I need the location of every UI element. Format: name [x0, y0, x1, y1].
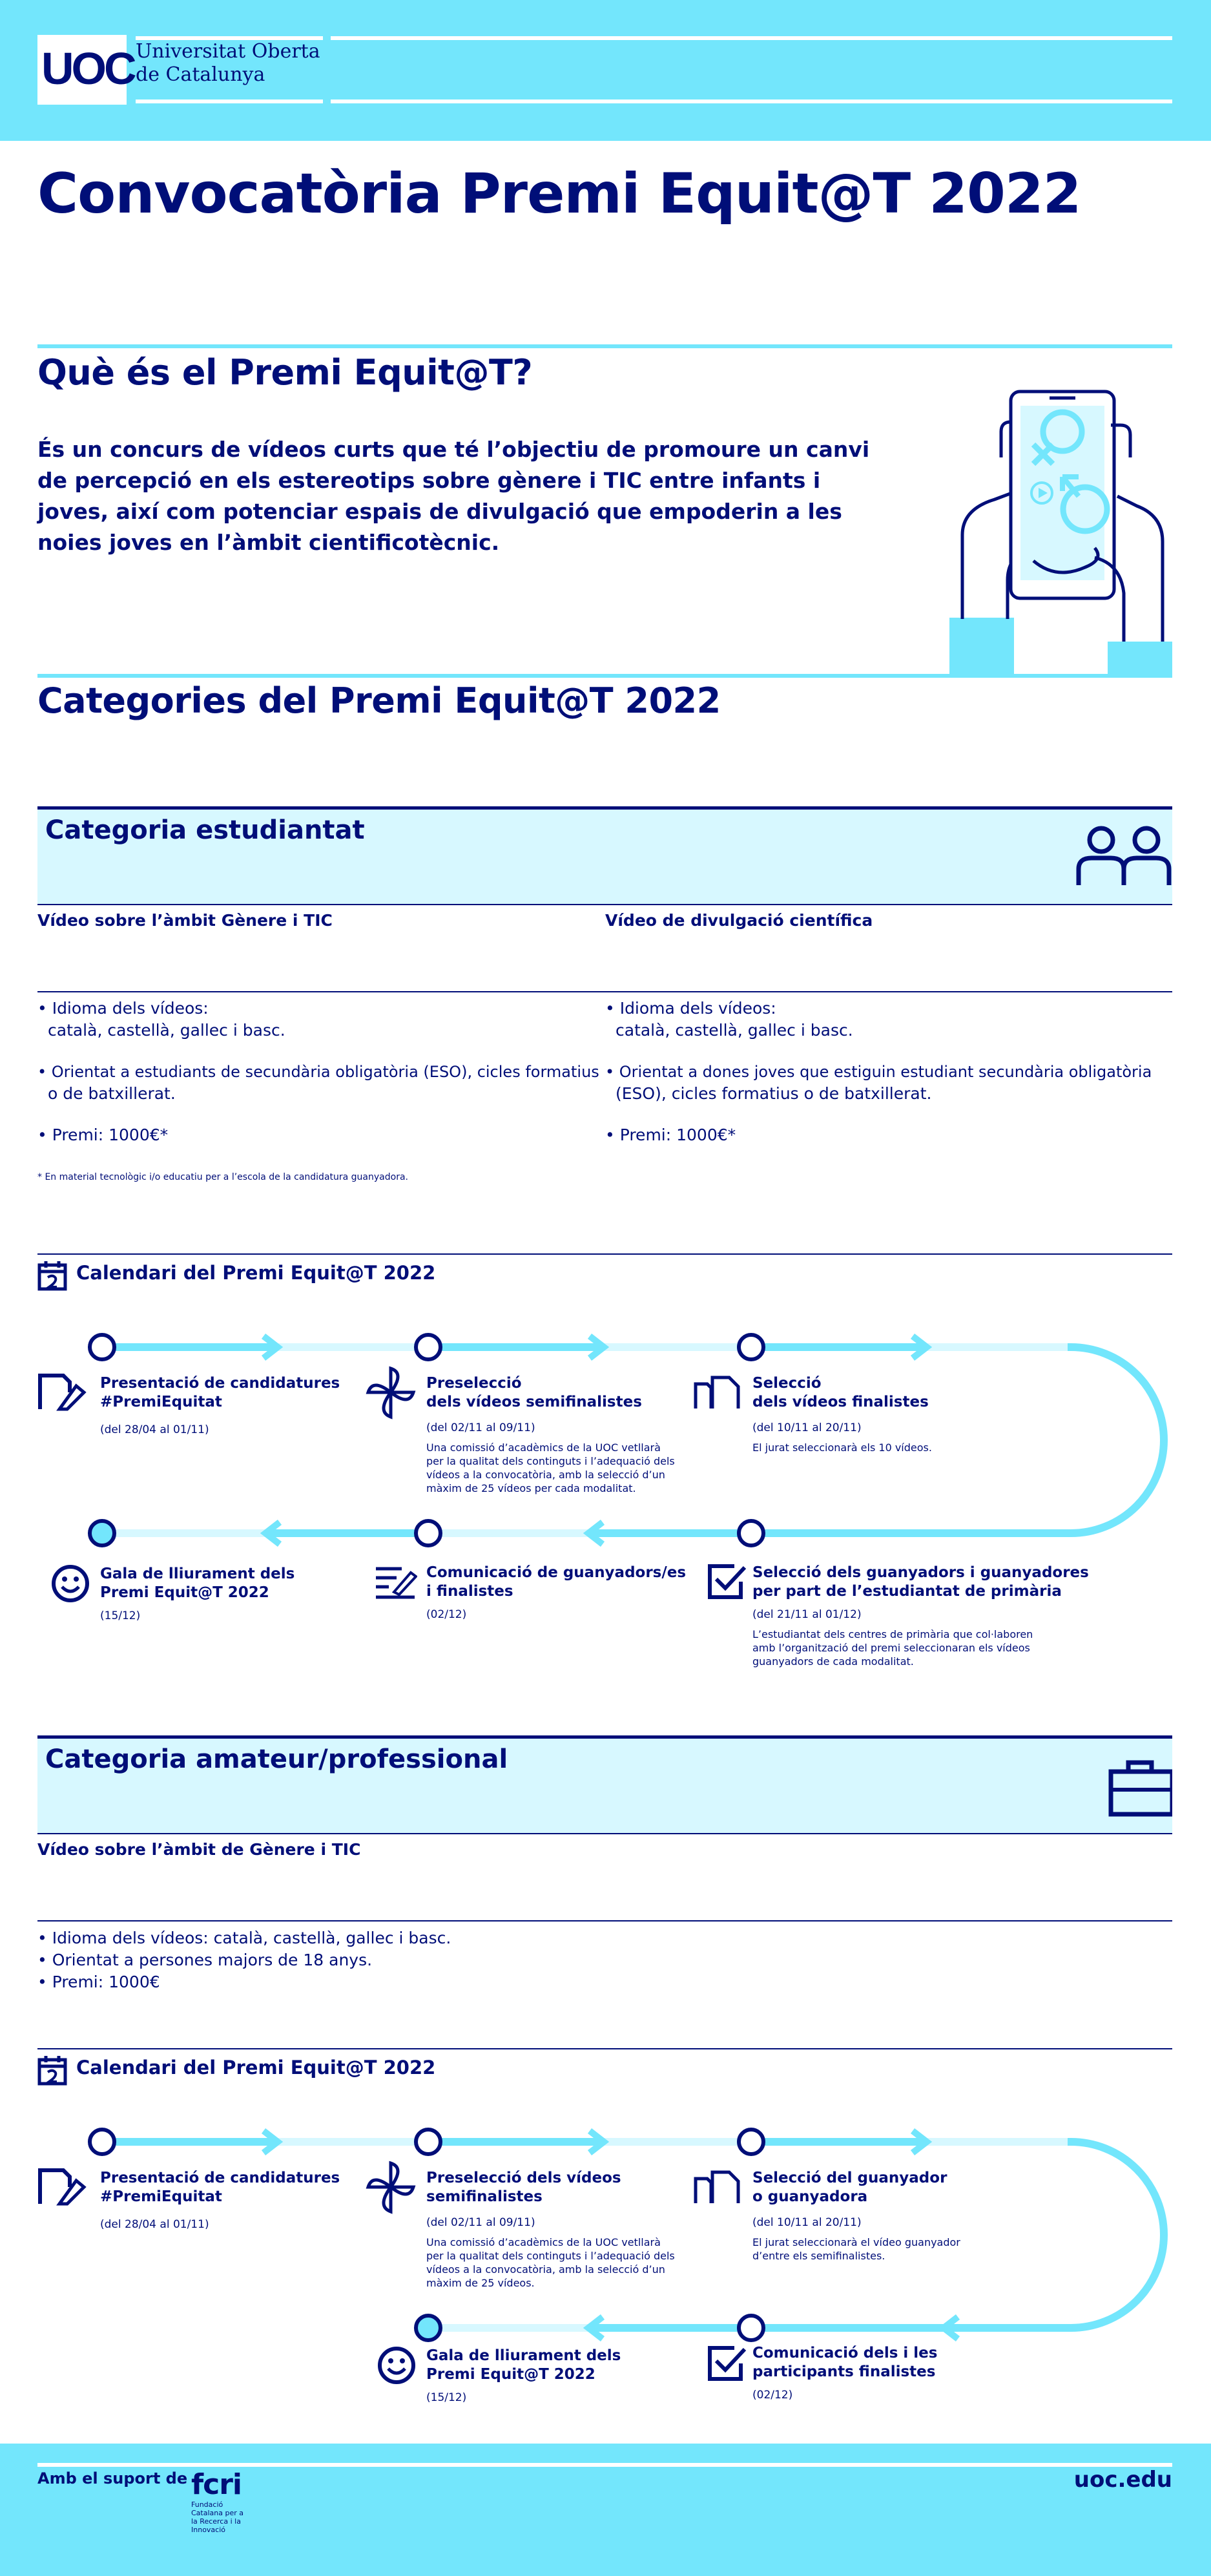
student-calendar-title: Calendari del Premi Equit@T 2022 [76, 1262, 436, 1284]
university-name-line2: de Catalunya [136, 63, 265, 86]
checkbox-icon [707, 1562, 747, 1600]
student-step3-title-l1: Selecció [752, 1375, 822, 1392]
student-step3-desc: El jurat seleccionarà els 10 vídeos. [752, 1441, 932, 1454]
student-step2-desc-l4: màxim de 25 vídeos per cada modalitat. [426, 1482, 636, 1494]
student-step5-title [426, 1564, 686, 1601]
documents-icon [693, 1375, 742, 1411]
student-col2-b1-l2: català, castellà, gallec i basc. [616, 1021, 853, 1040]
student-banner-top-rule [37, 806, 1172, 810]
page-title: Convocatòria Premi Equit@T 2022 [37, 162, 1081, 226]
student-step2-desc-l2: per la qualitat dels continguts i l’adequació dels [426, 1455, 675, 1467]
university-name [136, 40, 320, 87]
student-step4-title-l1: Selecció dels guanyadors i guanyadores [752, 1564, 1089, 1581]
student-step1-title-l2: #PremiEquitat [100, 1394, 222, 1410]
amateur-step5-title [426, 2347, 621, 2384]
amateur-step2-desc-l4: màxim de 25 vídeos. [426, 2277, 535, 2289]
amateur-heading: Vídeo sobre l’àmbit de Gènere i TIC [37, 1840, 361, 1859]
student-col1-b3: • Premi: 1000€* [37, 1126, 169, 1144]
pinwheel-icon [365, 1365, 417, 1420]
categories-heading: Categories del Premi Equit@T 2022 [37, 680, 721, 721]
amateur-banner-top-rule [37, 1735, 1172, 1739]
amateur-step2-date: (del 02/11 al 09/11) [426, 2216, 535, 2229]
footer-rule [37, 2463, 1172, 2467]
briefcase-icon [1108, 1757, 1172, 1819]
amateur-b3: • Premi: 1000€ [37, 1973, 160, 1991]
fcri-logo-text [191, 2500, 243, 2534]
calendar-icon [37, 1260, 67, 1291]
amateur-step1-date: (del 28/04 al 01/11) [100, 2218, 209, 2231]
student-step2-desc [426, 1441, 675, 1495]
student-col1-b1-l2: català, castellà, gallec i basc. [48, 1021, 285, 1040]
amateur-step2-title-l1: Preselecció dels vídeos [426, 2170, 621, 2186]
student-col1-b2-l2: o de batxillerat. [48, 1084, 176, 1103]
student-col2-b1-l1: • Idioma dels vídeos: [605, 999, 776, 1018]
what-description: És un concurs de vídeos curts que té l’objectiu de promoure un canvi de percepció en els estereotips sobre gènere i TIC entre infants i joves, així com potenciar espais de divulgació que empoderin a les noies joves en l’àmbit cientificotècnic. [37, 437, 870, 555]
amateur-step3-title-l1: Selecció del guanyador [752, 2170, 947, 2186]
amateur-step2-desc-l3: vídeos a la convocatòria, amb la selecció d’un [426, 2263, 665, 2276]
group-icon [1075, 821, 1172, 888]
amateur-heading-rule [37, 1920, 1172, 1922]
amateur-calendar-title: Calendari del Premi Equit@T 2022 [76, 2057, 436, 2079]
student-col2-b3: • Premi: 1000€* [605, 1126, 736, 1144]
student-step5-title-l1: Comunicació de guanyadors/es [426, 1564, 687, 1581]
student-step3-title-l2: dels vídeos finalistes [752, 1394, 929, 1410]
student-step2-title-l2: dels vídeos semifinalistes [426, 1394, 642, 1410]
pinwheel-icon [365, 2160, 417, 2215]
amateur-step3-title [752, 2169, 947, 2206]
amateur-step3-title-l2: o guanyadora [752, 2188, 868, 2205]
student-col2-b2-l1: • Orientat a dones joves que estiguin estudiant secundària obligatòria [605, 1063, 1152, 1081]
student-step4-desc-l2: amb l’organització del premi seleccionaran els vídeos [752, 1642, 1030, 1654]
checkbox-icon [707, 2344, 747, 2382]
student-calendar-rule [37, 1253, 1172, 1255]
student-step4-title [752, 1564, 1089, 1601]
student-footnote: * En material tecnològic i/o educatiu per a l’escola de la candidatura guanyadora. [37, 1172, 408, 1182]
student-col1-b1-l1: • Idioma dels vídeos: [37, 999, 209, 1018]
amateur-timeline [37, 2119, 1174, 2345]
student-col1-heading: Vídeo sobre l’àmbit Gènere i TIC [37, 911, 333, 930]
student-step2-desc-l3: vídeos a la convocatòria, amb la selecció d’un [426, 1469, 665, 1481]
student-step4-title-l2: per part de l’estudiantat de primària [752, 1583, 1062, 1600]
document-pen-icon [37, 1373, 89, 1412]
student-step4-desc-l1: L’estudiantat dels centres de primària que col·laboren [752, 1628, 1033, 1640]
amateur-step5-title-l2: Premi Equit@T 2022 [426, 2366, 595, 2383]
list-pen-icon [373, 1562, 417, 1600]
categories-rule [37, 674, 1172, 678]
student-col1-b2-l1: • Orientat a estudiants de secundària obligatòria (ESO), cicles formatius [37, 1063, 599, 1081]
student-step5-date: (02/12) [426, 1608, 467, 1621]
student-step2-date: (del 02/11 al 09/11) [426, 1421, 535, 1434]
university-name-line1: Universitat Oberta [136, 40, 320, 63]
amateur-step4-title [752, 2344, 937, 2382]
student-step2-title-l1: Preselecció [426, 1375, 522, 1392]
student-step6-title-l2: Premi Equit@T 2022 [100, 1584, 269, 1601]
amateur-bullets [37, 1927, 451, 1993]
student-step5-title-l2: i finalistes [426, 1583, 513, 1600]
fcri-line1: Fundació [191, 2500, 223, 2509]
amateur-step1-title [100, 2169, 340, 2206]
student-category-title: Categoria estudiantat [45, 815, 365, 845]
amateur-calendar-rule [37, 2048, 1172, 2049]
fcri-line4: Innovació [191, 2526, 226, 2534]
uoc-logo-mark: UOC [41, 43, 134, 94]
header-rule-4 [331, 99, 1172, 103]
what-rule [37, 344, 1172, 348]
student-step2-title [426, 1374, 642, 1412]
amateur-step2-title [426, 2169, 621, 2206]
documents-icon [693, 2170, 742, 2206]
amateur-step2-desc-l1: Una comissió d’acadèmics de la UOC vetllarà [426, 2236, 661, 2248]
amateur-step4-title-l1: Comunicació dels i les [752, 2345, 938, 2361]
student-step4-desc-l3: guanyadors de cada modalitat. [752, 1655, 914, 1668]
student-step4-date: (del 21/11 al 01/12) [752, 1608, 862, 1621]
student-step1-title-l1: Presentació de candidatures [100, 1375, 340, 1392]
student-col2-bullets [605, 998, 1172, 1146]
student-step2-desc-l1: Una comissió d’acadèmics de la UOC vetllarà [426, 1441, 661, 1454]
student-banner-bottom-rule [37, 904, 1172, 905]
fcri-logo-mark: fcri [191, 2468, 242, 2501]
amateur-step2-title-l2: semifinalistes [426, 2188, 543, 2205]
support-label: Amb el suport de [37, 2469, 188, 2487]
site-link[interactable]: uoc.edu [1073, 2467, 1172, 2493]
header-rule-3 [136, 99, 323, 103]
amateur-step3-date: (del 10/11 al 20/11) [752, 2216, 862, 2229]
student-step4-desc [752, 1628, 1033, 1668]
student-step6-date: (15/12) [100, 1609, 141, 1622]
student-cols-rule [37, 991, 1172, 992]
fcri-logo[interactable] [191, 2469, 243, 2534]
amateur-step4-date: (02/12) [752, 2389, 793, 2402]
amateur-step1-title-l2: #PremiEquitat [100, 2188, 222, 2205]
amateur-step5-date: (15/12) [426, 2391, 467, 2404]
amateur-b1: • Idioma dels vídeos: català, castellà, gallec i basc. [37, 1929, 451, 1947]
student-step3-date: (del 10/11 al 20/11) [752, 1421, 862, 1434]
student-col2-heading: Vídeo de divulgació científica [605, 911, 873, 930]
calendar-icon [37, 2055, 67, 2086]
amateur-category-title: Categoria amateur/professional [45, 1744, 508, 1774]
student-step6-title [100, 1565, 295, 1602]
student-col2-b2-l2: (ESO), cicles formatius o de batxillerat. [616, 1084, 932, 1103]
student-step1-date: (del 28/04 al 01/11) [100, 1423, 209, 1436]
what-heading: Què és el Premi Equit@T? [37, 352, 533, 393]
amateur-step3-desc [752, 2236, 960, 2263]
document-pen-icon [37, 2168, 89, 2206]
fcri-line2: Catalana per a [191, 2509, 243, 2517]
smiley-icon [50, 1564, 90, 1604]
amateur-step5-title-l1: Gala de lliurament dels [426, 2347, 621, 2364]
header-rule-1 [136, 36, 323, 40]
phone-hands-illustration [949, 386, 1175, 677]
student-step6-title-l1: Gala de lliurament dels [100, 1565, 295, 1582]
amateur-step2-desc-l2: per la qualitat dels continguts i l’adequació dels [426, 2250, 675, 2262]
amateur-banner-bottom-rule [37, 1833, 1172, 1834]
amateur-b2: • Orientat a persones majors de 18 anys. [37, 1951, 373, 1969]
student-step1-title [100, 1374, 340, 1412]
amateur-step3-desc-l2: d’entre els semifinalistes. [752, 2250, 885, 2262]
student-col1-bullets [37, 998, 599, 1146]
amateur-step1-title-l1: Presentació de candidatures [100, 2170, 340, 2186]
smiley-icon [377, 2345, 417, 2385]
student-step3-title [752, 1374, 929, 1412]
student-timeline [37, 1325, 1174, 1551]
header-rule-2 [331, 36, 1172, 40]
amateur-step4-title-l2: participants finalistes [752, 2363, 936, 2380]
uoc-logo[interactable] [37, 35, 134, 105]
amateur-step2-desc [426, 2236, 675, 2290]
fcri-line3: la Recerca i la [191, 2517, 241, 2526]
amateur-step3-desc-l1: El jurat seleccionarà el vídeo guanyador [752, 2236, 960, 2248]
